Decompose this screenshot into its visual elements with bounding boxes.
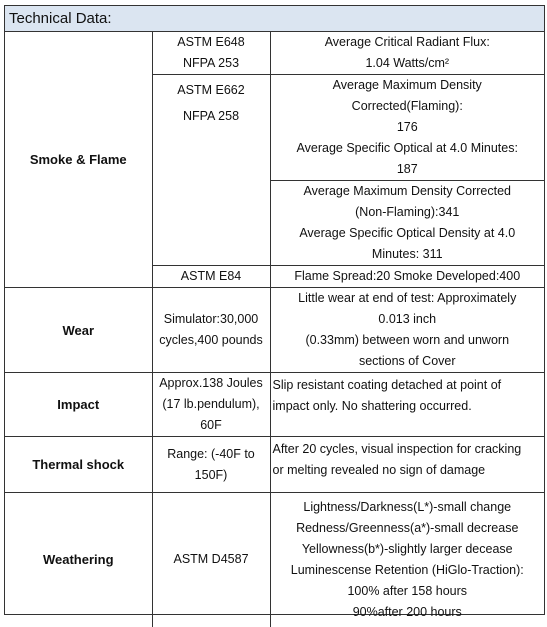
- result-cell: [270, 493, 544, 627]
- technical-data-sheet: [4, 5, 545, 619]
- result-cell: Flame Spread:20 Smoke Developed:400: [270, 266, 544, 288]
- category-impact: Impact: [5, 373, 152, 437]
- standard-text: ASTM E648: [177, 35, 245, 49]
- category-wear: Wear: [5, 288, 152, 373]
- table-row: [5, 373, 544, 437]
- standard-cell: [152, 288, 270, 373]
- table-row: [5, 32, 544, 75]
- standard-text: cycles,400 pounds: [159, 333, 263, 347]
- technical-data-table: [5, 32, 544, 627]
- result-text: 90%after 200 hours: [352, 604, 462, 619]
- category-smoke-flame: Smoke & Flame: [5, 32, 152, 288]
- result-text: Average Specific Optical Density at 4.0: [299, 226, 516, 240]
- standard-text: 150F): [194, 467, 228, 482]
- result-text: 1.04 Watts/cm²: [365, 56, 450, 70]
- standard-cell: [152, 75, 270, 266]
- result-text: 187: [396, 162, 418, 176]
- result-cell: [270, 75, 544, 181]
- standard-text: NFPA 253: [182, 56, 240, 70]
- standard-text: Approx.138 Joules: [159, 376, 263, 390]
- standard-cell: [152, 437, 270, 493]
- table-row: [5, 493, 544, 627]
- result-text: Lightness/Darkness(L*)-small change: [303, 499, 512, 514]
- standard-text: Simulator:30,000: [163, 312, 259, 326]
- result-cell: [270, 181, 544, 266]
- result-text: Average Critical Radiant Flux:: [324, 35, 490, 49]
- standard-text: 60F: [200, 418, 222, 432]
- standard-cell: ASTM D4587: [152, 493, 270, 627]
- result-text: (0.33mm) between worn and unworn: [305, 333, 510, 347]
- category-weathering: Weathering: [5, 493, 152, 627]
- standard-cell: [152, 32, 270, 75]
- category-thermal-shock: Thermal shock: [5, 437, 152, 493]
- result-cell: [270, 32, 544, 75]
- standard-text: (17 lb.pendulum),: [162, 397, 260, 411]
- result-text: or melting revealed no sign of damage: [272, 463, 486, 477]
- result-text: Minutes: 311: [371, 247, 443, 261]
- result-text: Yellowness(b*)-slightly larger decease: [301, 541, 513, 556]
- standard-text: Range: (-40F to: [167, 446, 255, 461]
- result-text: After 20 cycles, visual inspection for cracking: [272, 442, 522, 456]
- result-cell: [270, 288, 544, 373]
- result-text: Luminescense Retention (HiGlo-Traction):: [290, 562, 524, 577]
- result-text: Average Specific Optical at 4.0 Minutes:: [296, 141, 518, 155]
- result-cell: [270, 373, 544, 437]
- table-row: [5, 437, 544, 493]
- result-text: 100% after 158 hours: [347, 583, 468, 598]
- table-row: [5, 288, 544, 373]
- result-cell: [270, 437, 544, 493]
- standard-cell: [152, 373, 270, 437]
- standard-cell: ASTM E84: [152, 266, 270, 288]
- result-text: sections of Cover: [358, 354, 456, 368]
- result-text: Little wear at end of test: Approximately: [298, 291, 517, 305]
- standard-text: NFPA 258: [182, 109, 240, 123]
- result-text: Average Maximum Density Corrected: [303, 184, 511, 198]
- result-text: impact only. No shattering occurred.: [272, 399, 472, 413]
- result-text: Redness/Greenness(a*)-small decrease: [296, 520, 519, 535]
- result-text: 176: [396, 120, 418, 134]
- result-text: Corrected(Flaming):: [351, 99, 463, 113]
- result-text: Slip resistant coating detached at point of: [272, 378, 502, 392]
- standard-text: ASTM E662: [177, 83, 245, 97]
- result-text: Average Maximum Density: [332, 78, 482, 92]
- section-title: Technical Data:: [5, 6, 544, 32]
- result-text: (Non-Flaming):341: [355, 205, 460, 219]
- result-text: 0.013 inch: [378, 312, 437, 326]
